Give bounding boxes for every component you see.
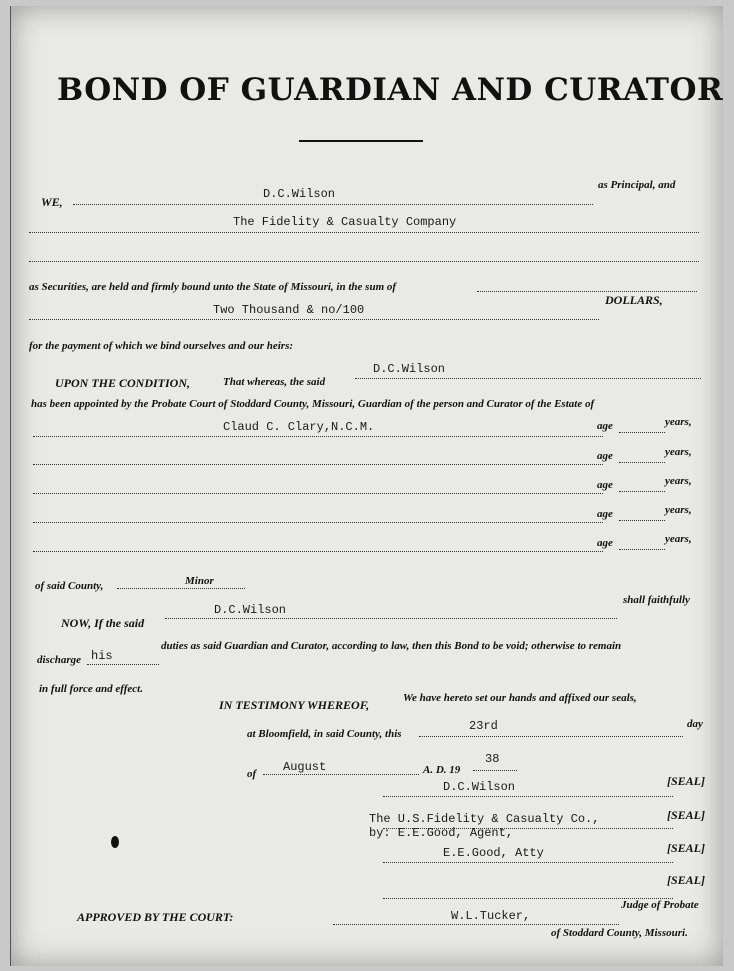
at-bloomfield-text: at Bloomfield, in said County, this <box>247 728 402 740</box>
sum-line <box>29 319 599 320</box>
appointed-text: has been appointed by the Probate Court of Stoddard County, Missouri, Guardian of the person and Curator of the Estate of <box>31 398 595 410</box>
securities-line <box>477 291 697 292</box>
for-payment-text: for the payment of which we bind ourselves and our heirs: <box>29 340 294 352</box>
month-text: August <box>283 760 327 774</box>
judge-line <box>333 924 619 925</box>
now-if-label: NOW, If the said <box>61 616 145 630</box>
years-label-3: years, <box>665 475 692 487</box>
signature-2b: by: E.E.Good, Agent, <box>369 826 514 840</box>
age-line-4 <box>619 520 665 521</box>
ad-label: A. D. 19 <box>423 764 461 776</box>
years-label-1: years, <box>665 416 692 428</box>
signature-3: E.E.Good, Atty <box>443 846 544 860</box>
his-line <box>87 664 159 665</box>
ward-line-3 <box>33 493 603 494</box>
year-line <box>473 770 517 771</box>
discharge-label: discharge <box>37 654 81 666</box>
principal-line <box>73 204 593 205</box>
principal-name: D.C.Wilson <box>263 187 336 201</box>
age-label-3: age <box>597 479 613 491</box>
day-line <box>419 736 683 737</box>
shall-faithfully-label: shall faithfully <box>623 594 690 606</box>
judge-label: Judge of Probate <box>621 899 699 911</box>
surety-name: The Fidelity & Casualty Company <box>233 215 457 229</box>
age-label-2: age <box>597 450 613 462</box>
month-line <box>263 774 419 775</box>
ward-line-5 <box>33 551 603 552</box>
age-line-3 <box>619 491 665 492</box>
as-principal-label: as Principal, and <box>598 179 676 191</box>
sum-amount: Two Thousand & no/100 <box>213 303 365 317</box>
signature-line-1 <box>383 796 673 797</box>
age-label-1: age <box>597 420 613 432</box>
years-label-2: years, <box>665 446 692 458</box>
seal-label-1: [SEAL] <box>667 774 706 788</box>
form-title: BOND OF GUARDIAN AND CURATOR <box>57 72 723 108</box>
dollars-label: DOLLARS, <box>605 293 663 307</box>
county-line <box>117 588 245 589</box>
judge-name: W.L.Tucker, <box>451 909 531 923</box>
age-line-2 <box>619 462 665 463</box>
securities-text: as Securities, are held and firmly bound unto the State of Missouri, in the sum of <box>29 281 397 293</box>
age-line-1 <box>619 432 665 433</box>
ward-line-4 <box>33 522 603 523</box>
day-number: 23rd <box>469 719 498 733</box>
full-force-text: in full force and effect. <box>39 683 143 695</box>
said-name: D.C.Wilson <box>373 362 446 376</box>
age-label-4: age <box>597 508 613 520</box>
approved-label: APPROVED BY THE COURT: <box>77 910 234 924</box>
signature-1: D.C.Wilson <box>443 780 516 794</box>
year-text: 38 <box>485 752 500 766</box>
his-text: his <box>91 649 113 663</box>
of-said-county-label: of said County, <box>35 580 104 592</box>
testimony-label: IN TESTIMONY WHEREOF, <box>219 698 370 712</box>
age-label-5: age <box>597 537 613 549</box>
years-label-4: years, <box>665 504 692 516</box>
signature-2a: The U.S.Fidelity & Casualty Co., <box>369 812 600 826</box>
upon-condition-text: That whereas, the said <box>223 376 326 388</box>
duties-text: duties as said Guardian and Curator, according to law, then this Bond to be void; otherwise to remain <box>161 640 622 652</box>
seal-label-3: [SEAL] <box>667 841 706 855</box>
age-line-5 <box>619 549 665 550</box>
title-rule <box>299 140 423 142</box>
ink-blot <box>111 836 119 848</box>
signature-line-3 <box>383 862 673 863</box>
testimony-text: We have hereto set our hands and affixed our seals, <box>403 692 637 704</box>
said-name-line <box>355 378 701 379</box>
now-name-line <box>165 618 617 619</box>
ward-line-2 <box>33 464 603 465</box>
minor-label: Minor <box>185 575 214 587</box>
now-name: D.C.Wilson <box>214 603 287 617</box>
bond-document <box>10 6 723 966</box>
ward-line-1 <box>33 436 603 437</box>
we-label: WE, <box>41 195 63 209</box>
of-label: of <box>247 768 257 780</box>
judge-county-label: of Stoddard County, Missouri. <box>551 927 688 939</box>
day-label: day <box>687 718 703 730</box>
years-label-5: years, <box>665 533 692 545</box>
seal-label-4: [SEAL] <box>667 873 706 887</box>
seal-label-2: [SEAL] <box>667 808 706 822</box>
surety-line-2 <box>29 261 699 262</box>
surety-line-1 <box>29 232 699 233</box>
ward-name: Claud C. Clary,N.C.M. <box>223 420 375 434</box>
upon-condition-label: UPON THE CONDITION, <box>55 376 190 390</box>
